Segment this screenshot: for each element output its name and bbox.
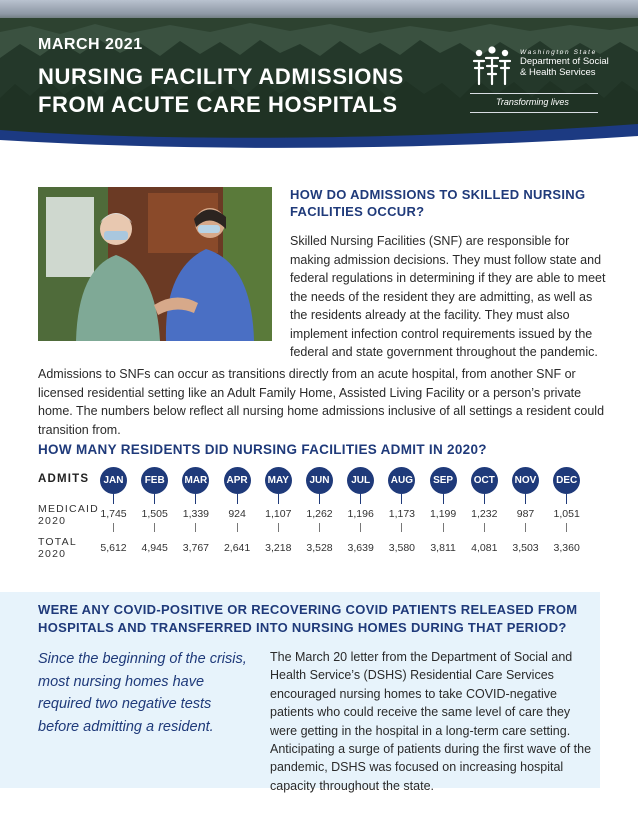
row-separator-tick — [566, 523, 567, 532]
row-separator-tick — [443, 523, 444, 532]
logo-state-text: Washington State — [520, 49, 597, 56]
medicaid-value-sep: 1,199 — [429, 508, 457, 520]
total-value-jun: 3,528 — [306, 542, 333, 554]
report-title-line-2: FROM ACUTE CARE HOSPITALS — [38, 92, 398, 117]
medicaid-value-may: 1,107 — [265, 508, 292, 520]
month-badge-oct: OCT — [471, 467, 498, 494]
total-value-aug: 3,580 — [388, 542, 416, 554]
medicaid-value-aug: 1,173 — [388, 508, 416, 520]
month-badge-jun: JUN — [306, 467, 333, 494]
medicaid-value-mar: 1,339 — [182, 508, 210, 520]
row-separator-tick — [401, 523, 402, 532]
medicaid-row-label — [38, 503, 99, 527]
caregiver-resident-photo — [38, 187, 272, 341]
total-value-apr: 2,641 — [223, 542, 251, 554]
month-connector — [195, 494, 196, 504]
medicaid-value-oct: 1,232 — [471, 508, 498, 520]
month-connector — [360, 494, 361, 504]
month-connector — [113, 494, 114, 504]
month-badge-feb: FEB — [141, 467, 168, 494]
total-value-jul: 3,639 — [347, 542, 374, 554]
section-heading-covid-transfers: WERE ANY COVID-POSITIVE OR RECOVERING COVID PATIENTS RELEASED FROM HOSPITALS AND TRANSFERRED INTO NURSING HOMES DURING THAT PERIOD? — [38, 602, 578, 635]
row-separator-tick — [484, 523, 485, 532]
month-badge-aug: AUG — [388, 467, 415, 494]
logo-dept-line-1: Department of Social — [520, 56, 609, 67]
total-value-nov: 3,503 — [512, 542, 539, 554]
medicaid-value-jun: 1,262 — [306, 508, 333, 520]
row-separator-tick — [154, 523, 155, 532]
month-connector — [566, 494, 567, 504]
month-badge-mar: MAR — [182, 467, 209, 494]
section-heading-admission-process: HOW DO ADMISSIONS TO SKILLED NURSING FACILITIES OCCUR? — [290, 187, 586, 219]
header-banner — [0, 0, 638, 150]
row-separator-tick — [278, 523, 279, 532]
total-row-label — [38, 536, 77, 560]
pull-quote: Since the beginning of the crisis, most nursing homes have required two negative tests before admitting a resident. — [38, 651, 247, 735]
month-connector — [525, 494, 526, 504]
month-badge-dec: DEC — [553, 467, 580, 494]
report-date: MARCH 2021 — [38, 36, 143, 53]
admits-row-label: ADMITS — [38, 473, 90, 485]
row-separator-tick — [319, 523, 320, 532]
logo-divider — [470, 93, 598, 94]
total-value-feb: 4,945 — [141, 542, 168, 554]
header-title-block — [38, 36, 404, 119]
total-label-line-1: TOTAL — [38, 536, 77, 548]
total-label-line-2: 2020 — [38, 548, 67, 560]
month-connector — [319, 494, 320, 504]
total-value-sep: 3,811 — [430, 542, 456, 554]
total-value-jan: 5,612 — [100, 542, 127, 554]
medicaid-value-jan: 1,745 — [100, 508, 127, 520]
month-connector — [484, 494, 485, 504]
month-connector — [443, 494, 444, 504]
intro-paragraph-1: Skilled Nursing Facilities (SNF) are responsible for making admission decisions. They must follow state and federal regulations in determining if they are able to meet the needs of the resident they are admitting, as well as the residents already at the facility. They must also implement infection control requirements issued by the federal and state government throughout the pandemic. — [290, 234, 606, 359]
medicaid-value-apr: 924 — [228, 508, 246, 520]
month-badge-jan: JAN — [100, 467, 127, 494]
report-title-line-1: NURSING FACILITY ADMISSIONS — [38, 64, 404, 89]
month-connector — [401, 494, 402, 504]
medicaid-value-jul: 1,196 — [347, 508, 374, 520]
medicaid-value-nov: 987 — [516, 508, 535, 520]
logo-divider-bottom — [470, 112, 598, 113]
row-separator-tick — [525, 523, 526, 532]
medicaid-value-dec: 1,051 — [553, 508, 580, 520]
row-separator-tick — [360, 523, 361, 532]
total-value-dec: 3,360 — [553, 542, 580, 554]
month-connector — [154, 494, 155, 504]
medicaid-label-line-2: 2020 — [38, 515, 67, 527]
section-heading-admits-2020: HOW MANY RESIDENTS DID NURSING FACILITIES ADMIT IN 2020? — [38, 442, 487, 457]
month-connector — [237, 494, 238, 504]
month-badge-apr: APR — [224, 467, 251, 494]
header-wave-band — [0, 118, 638, 150]
total-value-may: 3,218 — [265, 542, 292, 554]
medicaid-label-line-1: MEDICAID — [38, 503, 99, 515]
month-badge-sep: SEP — [430, 467, 457, 494]
dshs-people-icon — [470, 44, 514, 88]
month-badge-nov: NOV — [512, 467, 539, 494]
intro-paragraph-2: Admissions to SNFs can occur as transitions directly from an acute hospital, from another SNF or licensed residential setting like an Adult Family Home, Assisted Living Facility or a person’s private home. The numbers below reflect all nursing home admissions inclusive of all settings a resident could transition from. — [38, 367, 605, 437]
logo-dept-line-2: & Health Services — [520, 67, 596, 78]
month-badge-may: MAY — [265, 467, 292, 494]
dshs-logo — [470, 44, 610, 116]
month-connector — [278, 494, 279, 504]
total-value-mar: 3,767 — [182, 542, 210, 554]
covid-paragraph: The March 20 letter from the Department of Social and Health Service’s (DSHS) Residential Care Services encouraged nursing homes to take COVID-negative patients who could receive the same level of care they were getting in the hospital in a long-term care setting. Anticipating a surge of patients during the first wave of the pandemic, DSHS was focused on increasing hospital capacity throughout the state. — [270, 650, 592, 793]
medicaid-value-feb: 1,505 — [141, 508, 168, 520]
logo-tagline: Transforming lives — [496, 97, 569, 107]
total-value-oct: 4,081 — [471, 542, 498, 554]
row-separator-tick — [237, 523, 238, 532]
month-badge-jul: JUL — [347, 467, 374, 494]
row-separator-tick — [113, 523, 114, 532]
row-separator-tick — [195, 523, 196, 532]
